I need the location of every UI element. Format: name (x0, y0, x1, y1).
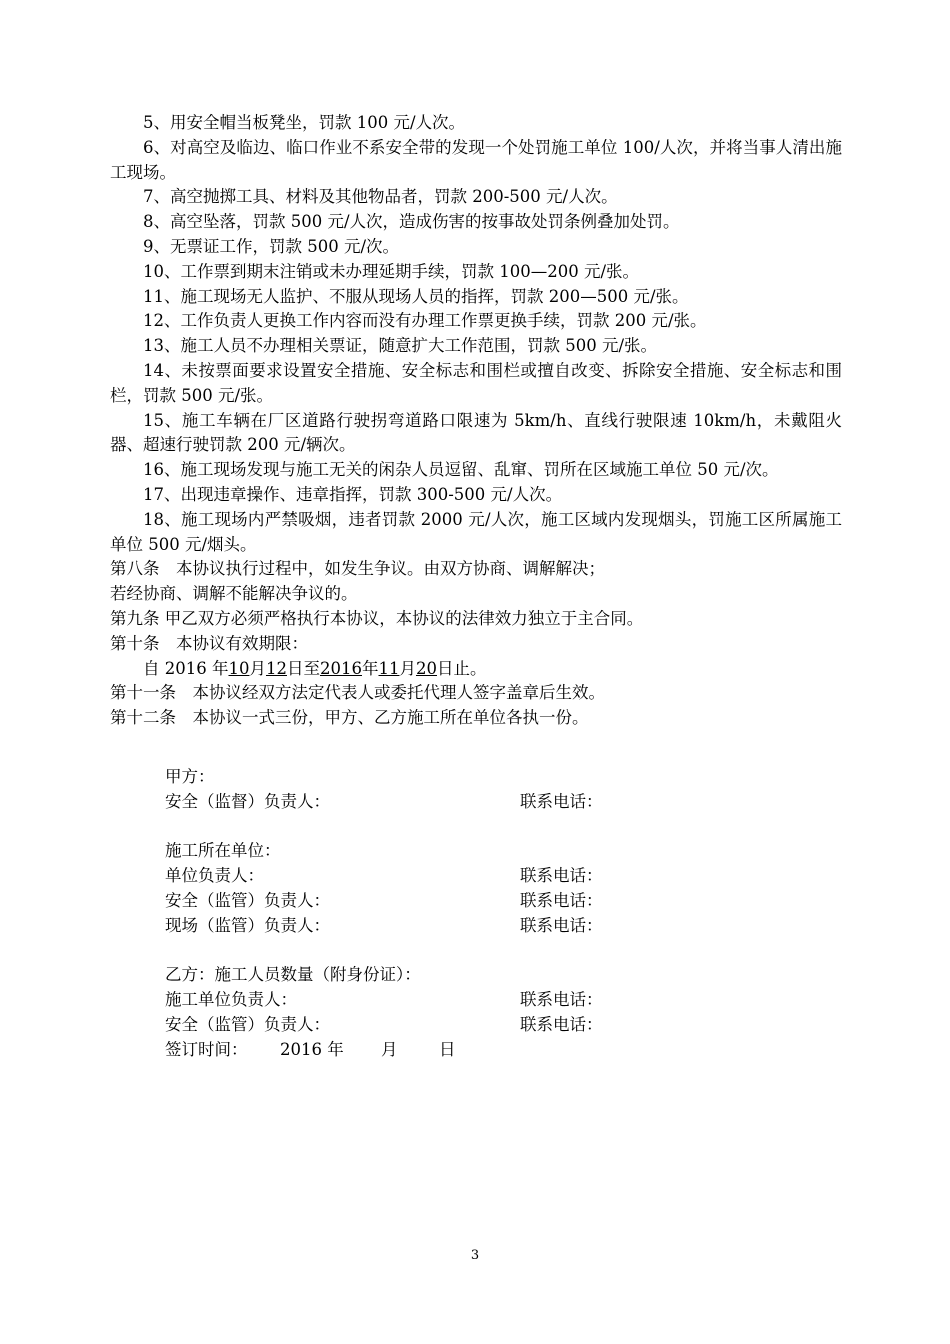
validity-month-word: 月 (249, 658, 266, 678)
article-12: 第十二条 本协议一式三份，甲方、乙方施工所在单位各执一份。 (110, 708, 589, 728)
sign-month: 月 (381, 1039, 398, 1059)
phone-label: 联系电话： (520, 890, 603, 910)
signature-block (165, 765, 765, 1063)
validity-end-day: 20 (415, 658, 437, 678)
validity-year-word: 年 (361, 658, 379, 678)
b-safety-person-label: 安全（监管）负责人： (165, 1014, 330, 1034)
clause-item-17: 17、出现违章操作、违章指挥，罚款 300-500 元/人次。 (143, 484, 563, 504)
clause-item-9: 9、无票证工作，罚款 500 元/次。 (143, 236, 400, 256)
clause-item-18: 18、施工现场内严禁吸烟，违者罚款 2000 元/人次，施工区域内发现烟头，罚施工区所属施工单位 500 元/烟头。 (110, 509, 842, 554)
page-number: 3 (470, 1248, 480, 1263)
party-b-label: 乙方：施工人员数量（附身份证）： (165, 965, 421, 985)
validity-month-word-2: 月 (399, 658, 416, 678)
article-10: 第十条 本协议有效期限： (110, 633, 308, 653)
clause-item-5: 5、用安全帽当板凳坐，罚款 100 元/人次。 (143, 113, 466, 132)
validity-suffix: 日止。 (436, 658, 487, 678)
b-unit-person-label: 施工单位负责人： (165, 990, 297, 1010)
phone-label: 联系电话： (520, 866, 603, 886)
unit-safety-person-label: 安全（监管）负责人： (165, 890, 330, 910)
clause-item-12: 12、工作负责人更换工作内容而没有办理工作票更换手续，罚款 200 元/张。 (143, 311, 707, 331)
validity-period (110, 657, 842, 682)
phone-label: 联系电话： (520, 990, 603, 1010)
clause-list (110, 111, 842, 731)
article-9: 第九条 甲乙双方必须严格执行本协议，本协议的法律效力独立于主合同。 (110, 608, 644, 628)
phone-label: 联系电话： (520, 915, 603, 935)
party-a-label: 甲方： (165, 767, 215, 786)
clause-item-10: 10、工作票到期末注销或未办理延期手续，罚款 100—200 元/张。 (143, 261, 640, 281)
validity-end-month: 11 (378, 658, 400, 678)
sign-day: 日 (439, 1039, 456, 1059)
clause-item-8: 8、高空坠落，罚款 500 元/人次，造成伤害的按事故处罚条例叠加处罚。 (143, 212, 680, 232)
validity-start-month: 10 (228, 658, 250, 678)
validity-prefix: 自 2016 年 (143, 658, 229, 678)
clause-item-6: 6、对高空及临边、临口作业不系安全带的发现一个处罚施工单位 100/人次，并将当事人清出施工现场。 (110, 137, 842, 182)
article-8-line-1: 第八条 本协议执行过程中，如发生争议。由双方协商、调解解决； (110, 559, 605, 579)
clause-item-13: 13、施工人员不办理相关票证，随意扩大工作范围，罚款 500 元/张。 (143, 336, 658, 356)
validity-to-word: 日至 (286, 658, 320, 678)
clause-item-11: 11、施工现场无人监护、不服从现场人员的指挥，罚款 200—500 元/张。 (143, 286, 689, 306)
phone-label: 联系电话： (520, 1014, 603, 1034)
clause-item-15: 15、施工车辆在厂区道路行驶拐弯道路口限速为 5km/h、直线行驶限速 10km/h，未戴阻火器、超速行驶罚款 200 元/辆次。 (110, 410, 842, 455)
phone-label: 联系电话： (520, 791, 603, 811)
sign-time-label: 签订时间： (165, 1039, 248, 1059)
clause-item-7: 7、高空抛掷工具、材料及其他物品者，罚款 200-500 元/人次。 (143, 187, 618, 207)
party-a-safety-person: 安全（监督）负责人： (165, 791, 330, 811)
validity-start-day: 12 (265, 658, 287, 678)
validity-end-year: 2016 (319, 658, 362, 678)
sign-year: 2016 年 (280, 1039, 344, 1059)
site-person-label: 现场（监管）负责人： (165, 915, 330, 935)
unit-person-label: 单位负责人： (165, 866, 264, 886)
clause-item-14: 14、未按票面要求设置安全措施、安全标志和围栏或擅自改变、拆除安全措施、安全标志和围栏，罚款 500 元/张。 (110, 360, 842, 405)
clause-item-16: 16、施工现场发现与施工无关的闲杂人员逗留、乱窜、罚所在区域施工单位 50 元/次。 (143, 460, 779, 480)
construction-unit-label: 施工所在单位： (165, 841, 281, 861)
article-8-line-2: 若经协商、调解不能解决争议的。 (110, 584, 358, 604)
article-11: 第十一条 本协议经双方法定代表人或委托代理人签字盖章后生效。 (110, 683, 605, 703)
